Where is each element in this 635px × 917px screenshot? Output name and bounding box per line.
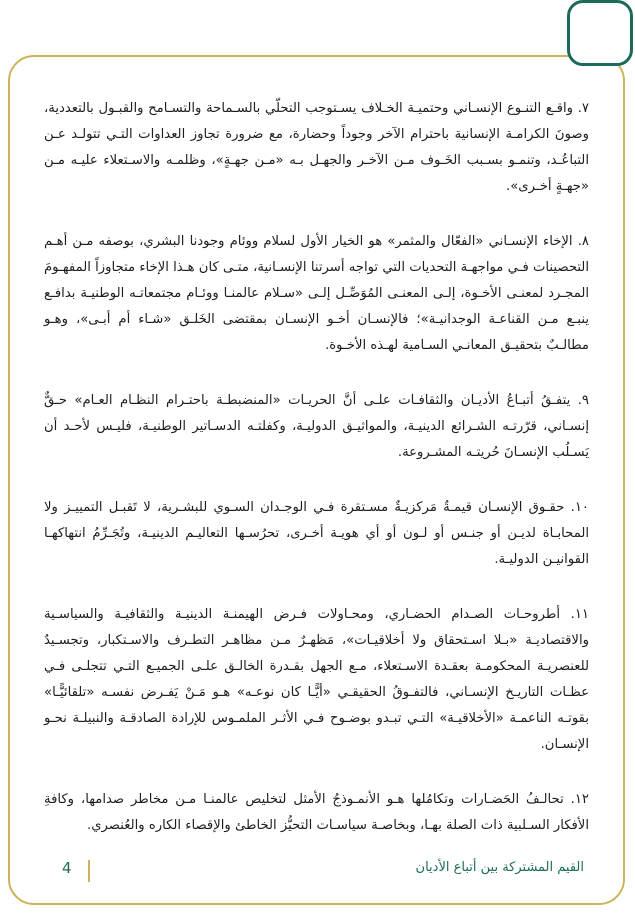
page-number: 4 [62,859,72,877]
paragraph-9: ٩. يتفـقُ أتبـاعُ الأديـان والثقافـات علـى أنَّ الحريـات «المنضبطـة باحتـرام النظـام العـام» حـقٌّ إنسـاني، قرّرتـه الشـرائع الدينيـة، والمواثيـق الدوليـة، وكفلتـه الدسـاتير الوطنيـة، فليـس لأحـد أن يَسـلُب الإنسـانَ حُريتـه المشـروعة. [44,393,589,460]
document-body [44,96,589,839]
footer-title: القيم المشتركة بين أتباع الأديان [415,860,584,875]
paragraph-11: ١١. أطروحـات الصـدام الحضـاري، ومحـاولات فـرض الهيمنـة الدينيـة والثقافيـة والسياسـية والاقتصاديـة «بـلا اسـتحقاق ولا أخلاقيـات»، مَظهـرٌ مـن مظاهـر التطـرف والاسـتكبار، وتجسـيدٌ للعنصريـة المحكومـة بعقـدة الاسـتعلاء، مـع الجهل بقـدرة الخالـق علـى الجميـع التـي تتجلـى فـي عظـات التاريـخ الإنسـاني، فالتفـوقُ الحقيقـي «أيًّـا كان نوعـه» هـو مَـنْ يَفـرض نفسـه «تلقائيًّـا» بقوتـه الناعمـة «الأخلاقيـة» التـي تبـدو بوضـوح فـي الأثـر الملمـوس للإرادة الصادقـة والنبيلـة نحـو الإنسـان. [44,607,589,752]
paragraph-7: ٧. واقـع التنـوع الإنسـاني وحتميـة الخـلاف يسـتوجب التحلّي بالسـماحة والتسـامح والقبـول بالتعددية، وصونَ الكرامـة الإنسانية باحترام الآخر وجوداً وحضارة، مع ضرورة تجاوز العداوات التـي تتولـد عـن التباعُـد، وتنمـو بسـبب الخَـوف مـن الآخـر والجهـل بـه «مـن جهـةٍ»، وظلمـه والاسـتعلاء عليـه مـن «جهـةٍ أخـرى». [44,101,589,194]
page-footer [52,856,592,886]
paragraph-8: ٨. الإخاء الإنسـاني «الفعّال والمثمر» هو الخيار الأول لسلام ووئام وجودنا البشري، بوصفه مـن أهـم التحصينات فـي مواجهـة التحديات التي تواجه أسرتنا الإنسـانية، متـى كان هـذا الإخاء متجاوزاً المفهـومَ المجـرد لمعنـى الأخـوة، إلـى المعنـى المُوَصِّـل إلـى «سـلام عالمنـا ووئـام مجتمعاتـه الوطنيـة بدافـع ينبـع مـن القناعـة الوجدانيـة»؛ فالإنسـان أخـو الإنسـان بمقتضى الخَلـق «شـاء أم أبـى»، وهـو مطالـبٌ بتحقيـق المعانـي السـامية لهـذه الأخـوة. [44,234,589,353]
paragraph-10: ١٠. حقـوق الإنسـان قيمـةٌ مَركزيـةٌ مسـتقرة فـي الوجـدان السـوي للبشـرية، لا تَقبـل التمييـز ولا المحابـاة لديـن أو جنـس أو لـون أو أي هويـة أخـرى، تحرُسـها التعاليـم الدينيـة، وتُجَـرِّمُ انتهاكهـا القوانيـن الدوليـة. [44,500,589,567]
footer-divider [88,860,90,882]
paragraph-12: ١٢. تحالـفُ الحَضـارات وتكامُلها هـو الأنمـوذجُ الأمثل لتخليص عالمنـا مـن مخاطر صدامها، وكافةِ الأفكار السـلبية ذات الصلة بهـا، وبخاصـة سياسـات التحيُّز الخاطئ والإقصاء الكاره والعُنصري. [44,792,589,833]
corner-notch-decoration [567,0,633,66]
